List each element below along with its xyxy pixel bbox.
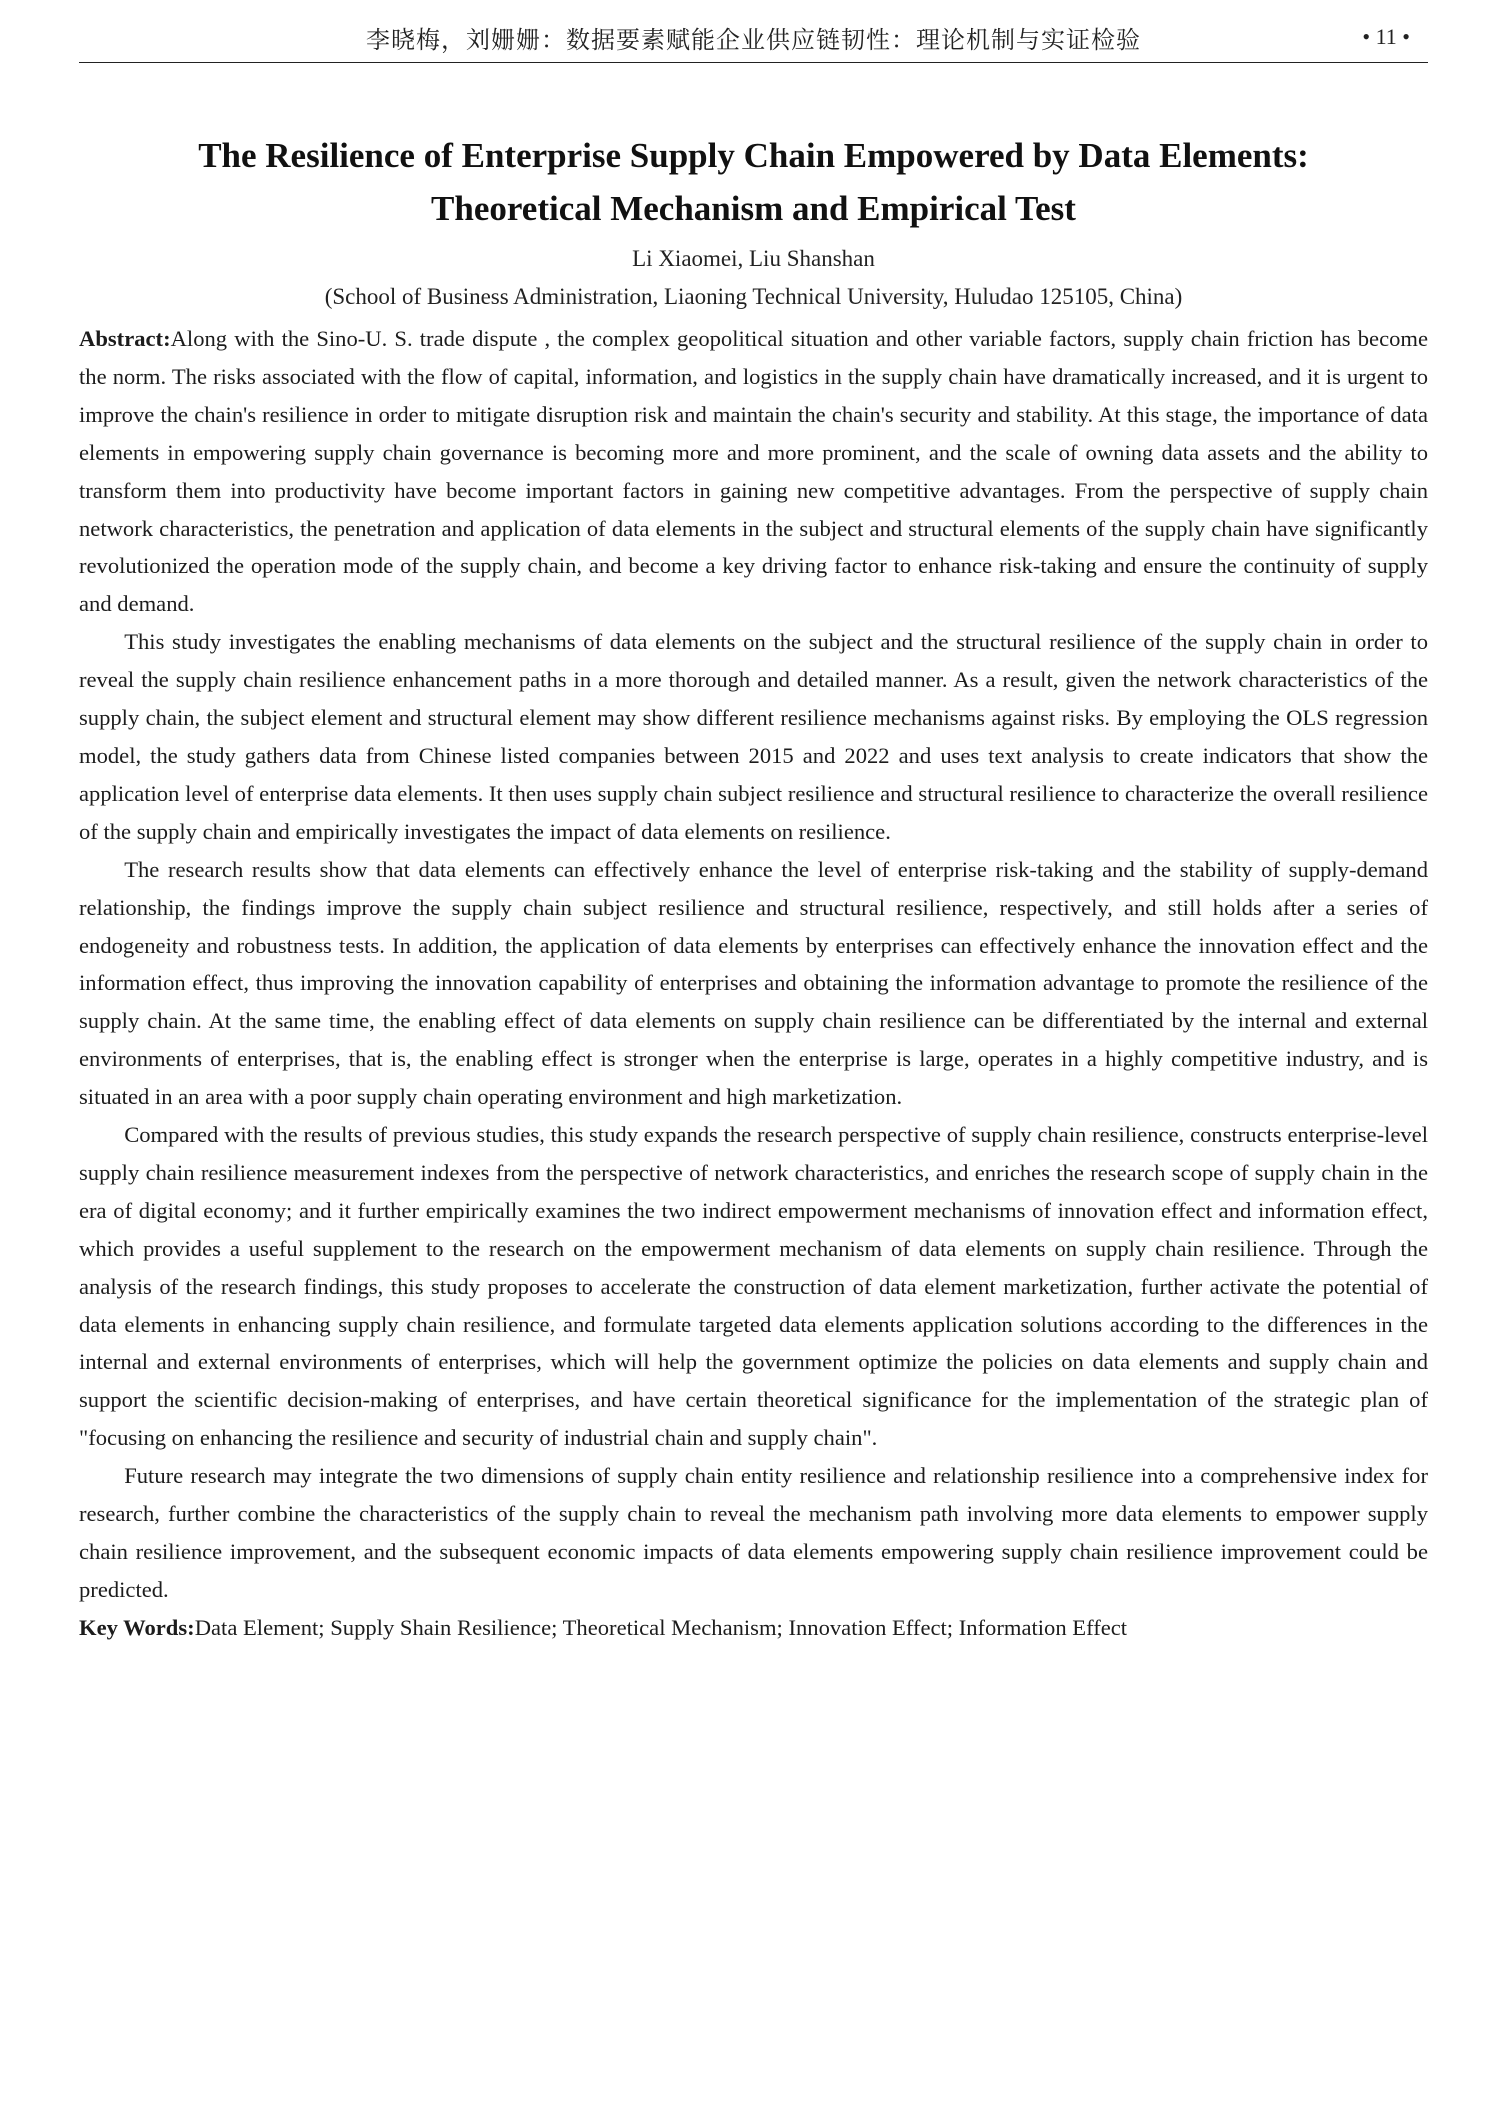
abstract-paragraph: Compared with the results of previous studies, this study expands the research perspective of supply chain resilience, constructs enterprise-level supply chain resilience measurement indexes from the perspective of network characteristics, and enriches the research scope of supply chain in the era of digital economy; and it further empirically examines the two indirect empowerment mechanisms of innovation effect and information effect, which provides a useful supplement to the research on the empowerment mechanism of data elements on supply chain resilience. Through the analysis of the research findings, this study proposes to accelerate the construction of data element marketization, further activate the potential of data elements in enhancing supply chain resilience, and formulate targeted data elements application solutions according to the differences in the internal and external environments of enterprises, which will help the government optimize the policies on data elements and supply chain and support the scientific decision-making of enterprises, and have certain theoretical significance for the implementation of the strategic plan of "focusing on enhancing the resilience and security of industrial chain and supply chain". [79,1122,1428,1451]
authors: Li Xiaomei, Liu Shanshan [632,246,875,271]
paper-title-line-1: The Resilience of Enterprise Supply Chain Empowered by Data Elements: [198,136,1309,175]
keywords-text: Data Element; Supply Shain Resilience; Theoretical Mechanism; Innovation Effect; Information Effect [194,1614,1128,1640]
running-header [79,16,1428,63]
running-title: 李晓梅，刘姗姗：数据要素赋能企业供应链韧性：理论机制与实证检验 [366,26,1141,54]
affiliation: (School of Business Administration, Liaoning Technical University, Huludao 125105, China) [324,284,1183,309]
keywords-label: Key Words: [79,1614,195,1640]
abstract-section [79,320,1428,1647]
abstract-paragraph: Future research may integrate the two dimensions of supply chain entity resilience and relationship resilience into a comprehensive index for research, further combine the characteristics of the supply chain to reveal the mechanism path involving more data elements to empower supply chain resilience improvement, and the subsequent economic impacts of data elements empowering supply chain resilience improvement could be predicted. [79,1463,1428,1602]
abstract-paragraph-text: Along with the Sino-U. S. trade dispute , the complex geopolitical situation and other variable factors, supply chain friction has become the norm. The risks associated with the flow of capital, information, and logistics in the supply chain have dramatically increased, and it is urgent to improve the chain's resilience in order to mitigate disruption risk and maintain the chain's security and stability. At this stage, the importance of data elements in empowering supply chain governance is becoming more and more prominent, and the scale of owning data assets and the ability to transform them into productivity have become important factors in gaining new competitive advantages. From the perspective of supply chain network characteristics, the penetration and application of data elements in the subject and structural elements of the supply chain have significantly revolutionized the operation mode of the supply chain, and become a key driving factor to enhance risk-taking and ensure the continuity of supply and demand. [79,326,1428,617]
keywords-line [79,1609,1428,1647]
abstract-paragraph: The research results show that data elements can effectively enhance the level of enterprise risk-taking and the stability of supply-demand relationship, the findings improve the supply chain subject resilience and structural resilience, respectively, and still holds after a series of endogeneity and robustness tests. In addition, the application of data elements by enterprises can effectively enhance the innovation effect and the information effect, thus improving the innovation capability of enterprises and obtaining the information advantage to promote the resilience of the supply chain. At the same time, the enabling effect of data elements on supply chain resilience can be differentiated by the internal and external environments of enterprises, that is, the enabling effect is stronger when the enterprise is large, operates in a highly competitive industry, and is situated in an area with a poor supply chain operating environment and high marketization. [79,856,1428,1110]
page-number: • 11 • [1362,24,1410,49]
paper-title-line-2: Theoretical Mechanism and Empirical Test [431,189,1076,228]
abstract-label: Abstract: [79,326,171,351]
abstract-paragraph [79,320,1428,623]
abstract-paragraph: This study investigates the enabling mechanisms of data elements on the subject and the structural resilience of the supply chain in order to reveal the supply chain resilience enhancement paths in a more thorough and detailed manner. As a result, given the network characteristics of the supply chain, the subject element and structural element may show different resilience mechanisms against risks. By employing the OLS regression model, the study gathers data from Chinese listed companies between 2015 and 2022 and uses text analysis to create indicators that show the application level of enterprise data elements. It then uses supply chain subject resilience and structural resilience to characterize the overall resilience of the supply chain and empirically investigates the impact of data elements on resilience. [79,629,1428,844]
